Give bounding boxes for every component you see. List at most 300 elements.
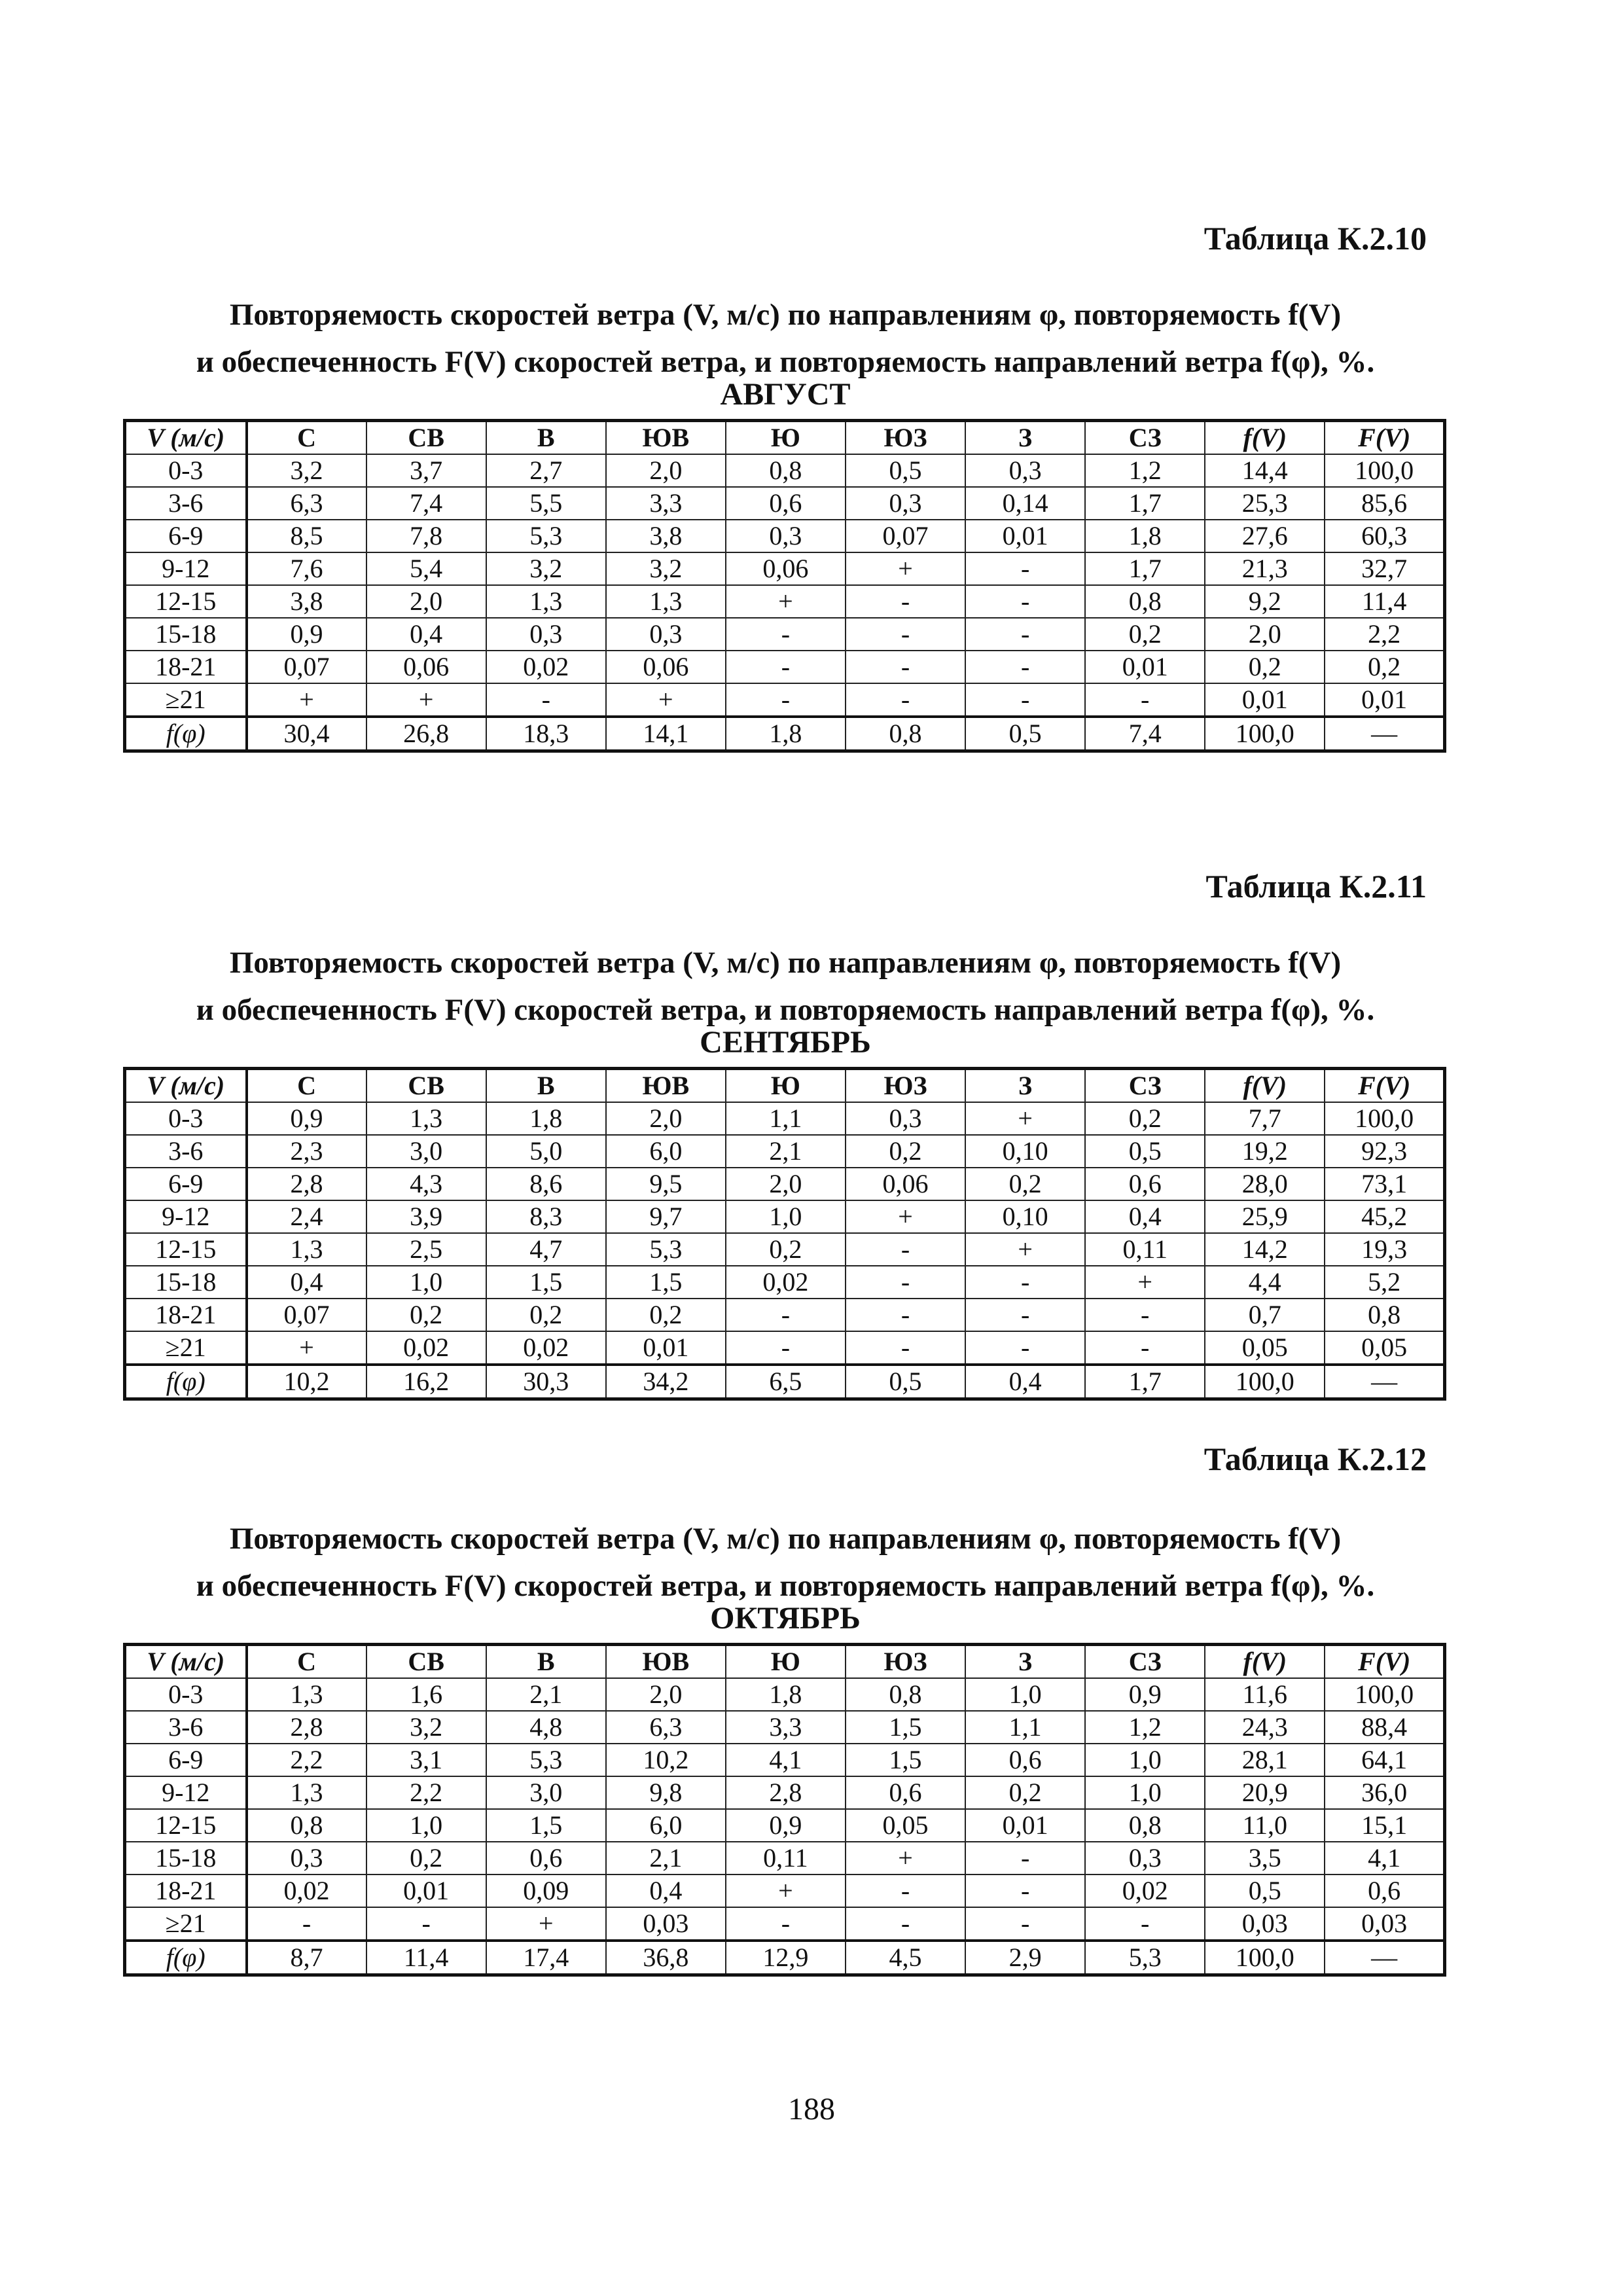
table-cell: 4,1 [726, 1744, 846, 1776]
table-cell: 14,4 [1205, 454, 1325, 487]
table-cell: 0,2 [606, 1299, 726, 1331]
table-row [125, 1907, 1445, 1941]
table-cell: - [726, 1331, 846, 1365]
table-cell: 16,2 [366, 1365, 486, 1399]
table-cell: 6,3 [606, 1711, 726, 1744]
table-cell: 2,0 [726, 1168, 846, 1200]
table-cell: - [846, 651, 965, 683]
table-cell: 0,01 [1325, 683, 1444, 717]
table-cell: 0,8 [1085, 1809, 1205, 1842]
table-cell: 7,7 [1205, 1102, 1325, 1135]
table-cell: 0,9 [247, 618, 366, 651]
table-cell: - [486, 683, 606, 717]
table-cell: 30,3 [486, 1365, 606, 1399]
table-cell: - [965, 683, 1085, 717]
table-cell: - [846, 1331, 965, 1365]
table-cell: + [846, 1200, 965, 1233]
table-cell: 88,4 [1325, 1711, 1444, 1744]
table-cell: + [606, 683, 726, 717]
table-cell: 0,4 [965, 1365, 1085, 1399]
row-label: 9-12 [125, 1200, 247, 1233]
table-cell: 5,2 [1325, 1266, 1444, 1299]
table-row [125, 1266, 1445, 1299]
table-cell: 0,02 [247, 1874, 366, 1907]
table-cell: 0,5 [846, 454, 965, 487]
table-cell: 1,0 [366, 1809, 486, 1842]
row-label: f(φ) [125, 1941, 247, 1975]
table-cell: 1,0 [1085, 1776, 1205, 1809]
table-cell: 14,2 [1205, 1233, 1325, 1266]
table-cell: 11,0 [1205, 1809, 1325, 1842]
table-cell: 0,03 [1205, 1907, 1325, 1941]
table-cell: 0,05 [1205, 1331, 1325, 1365]
month-title: СЕНТЯБРЬ [700, 1025, 871, 1060]
row-label: 15-18 [125, 1842, 247, 1874]
table-cell: 1,3 [366, 1102, 486, 1135]
row-label: 12-15 [125, 585, 247, 618]
table-cell: 2,7 [486, 454, 606, 487]
column-header: С [247, 1069, 366, 1103]
row-label: 6-9 [125, 1168, 247, 1200]
header-row [125, 421, 1445, 455]
table-cell: 8,3 [486, 1200, 606, 1233]
table-cell: + [846, 552, 965, 585]
table-cell: + [846, 1842, 965, 1874]
table-cell: 2,9 [965, 1941, 1085, 1975]
table-row [125, 1809, 1445, 1842]
table-cell: 11,4 [366, 1941, 486, 1975]
table-row [125, 1135, 1445, 1168]
table-cell: 10,2 [247, 1365, 366, 1399]
row-label: 3-6 [125, 1711, 247, 1744]
table-cell: 0,2 [1085, 1102, 1205, 1135]
table-cell: 100,0 [1205, 1941, 1325, 1975]
table-cell: 4,7 [486, 1233, 606, 1266]
table-cell: 6,5 [726, 1365, 846, 1399]
table-cell: — [1325, 1941, 1444, 1975]
table-cell: 12,9 [726, 1941, 846, 1975]
table-cell: 0,5 [1205, 1874, 1325, 1907]
table-cell: 0,2 [486, 1299, 606, 1331]
table-cell: 1,0 [366, 1266, 486, 1299]
column-header: F(V) [1325, 1069, 1444, 1103]
table-cell: 0,9 [247, 1102, 366, 1135]
table-cell: 0,11 [726, 1842, 846, 1874]
table-cell: 4,8 [486, 1711, 606, 1744]
table-cell: 2,2 [366, 1776, 486, 1809]
table-cell: 25,3 [1205, 487, 1325, 520]
table-cell: 1,3 [486, 585, 606, 618]
table-cell: 30,4 [247, 717, 366, 751]
row-label: 9-12 [125, 552, 247, 585]
column-header: СВ [366, 421, 486, 455]
table-cell: 1,8 [726, 717, 846, 751]
table-cell: 0,3 [726, 520, 846, 552]
table-cell: 19,2 [1205, 1135, 1325, 1168]
table-cell: - [965, 618, 1085, 651]
table-cell: 18,3 [486, 717, 606, 751]
column-header: СЗ [1085, 1645, 1205, 1679]
table-cell: 27,6 [1205, 520, 1325, 552]
table-cell: 2,2 [1325, 618, 1444, 651]
caption-line: Повторяемость скоростей ветра (V, м/с) по направлениям φ, повторяемость f(V) [229, 1522, 1342, 1556]
table-cell: - [1085, 683, 1205, 717]
table-cell: - [1085, 1907, 1205, 1941]
table-cell: 6,0 [606, 1135, 726, 1168]
table-cell: 1,3 [247, 1776, 366, 1809]
table-cell: 2,2 [247, 1744, 366, 1776]
column-header: В [486, 1645, 606, 1679]
caption-line: и обеспеченность F(V) скоростей ветра, и повторяемость направлений ветра f(φ), %. [196, 993, 1375, 1027]
table-cell: 28,0 [1205, 1168, 1325, 1200]
table-cell: 60,3 [1325, 520, 1444, 552]
table-cell: - [726, 651, 846, 683]
table-cell: 0,3 [846, 487, 965, 520]
table-cell: 0,01 [366, 1874, 486, 1907]
table-cell: 73,1 [1325, 1168, 1444, 1200]
table-cell: 8,6 [486, 1168, 606, 1200]
table-cell: 100,0 [1205, 717, 1325, 751]
table-cell: 0,2 [1085, 618, 1205, 651]
table-cell: 5,3 [486, 1744, 606, 1776]
table-cell: 1,2 [1085, 1711, 1205, 1744]
table-cell: - [726, 618, 846, 651]
caption-line: Повторяемость скоростей ветра (V, м/с) по направлениям φ, повторяемость f(V) [229, 298, 1342, 332]
table-cell: 5,3 [1085, 1941, 1205, 1975]
table-cell: 34,2 [606, 1365, 726, 1399]
table-cell: 0,9 [1085, 1678, 1205, 1711]
column-header: f(V) [1205, 1069, 1325, 1103]
table-cell: 3,2 [247, 454, 366, 487]
month-title: ОКТЯБРЬ [710, 1601, 861, 1636]
table-row [125, 1874, 1445, 1907]
table-cell: 0,4 [247, 1266, 366, 1299]
row-label: 6-9 [125, 1744, 247, 1776]
table-cell: + [247, 1331, 366, 1365]
table-cell: 85,6 [1325, 487, 1444, 520]
table-cell: - [846, 683, 965, 717]
table-cell: 0,8 [846, 1678, 965, 1711]
header-row [125, 1645, 1445, 1679]
column-header: V (м/с) [125, 421, 247, 455]
row-label: 15-18 [125, 618, 247, 651]
table-cell: 0,6 [846, 1776, 965, 1809]
table-cell: 0,4 [366, 618, 486, 651]
table-cell: 0,06 [846, 1168, 965, 1200]
table-cell: 0,5 [965, 717, 1085, 751]
table-row [125, 651, 1445, 683]
table-cell: 2,8 [247, 1168, 366, 1200]
table-cell: 9,7 [606, 1200, 726, 1233]
table-cell: 21,3 [1205, 552, 1325, 585]
caption-line: и обеспеченность F(V) скоростей ветра, и повторяемость направлений ветра f(φ), %. [196, 345, 1375, 379]
table-cell: 24,3 [1205, 1711, 1325, 1744]
table-row [125, 683, 1445, 717]
table-cell: 0,2 [366, 1299, 486, 1331]
table-cell: 0,06 [606, 651, 726, 683]
table-cell: 9,2 [1205, 585, 1325, 618]
table-cell: 14,1 [606, 717, 726, 751]
table-cell: 0,4 [1085, 1200, 1205, 1233]
table-cell: 0,6 [1085, 1168, 1205, 1200]
table-cell: 2,0 [606, 1102, 726, 1135]
table-cell: 0,02 [366, 1331, 486, 1365]
column-header: СЗ [1085, 1069, 1205, 1103]
caption-line: и обеспеченность F(V) скоростей ветра, и повторяемость направлений ветра f(φ), %. [196, 1569, 1375, 1603]
table-cell: 26,8 [366, 717, 486, 751]
table-cell: 0,3 [606, 618, 726, 651]
table-row [125, 1331, 1445, 1365]
table-cell: 9,5 [606, 1168, 726, 1200]
header-row [125, 1069, 1445, 1103]
table-cell: 1,5 [846, 1744, 965, 1776]
column-header: СВ [366, 1069, 486, 1103]
row-label: ≥21 [125, 1331, 247, 1365]
table-cell: 0,8 [247, 1809, 366, 1842]
wind-table-october [123, 1643, 1446, 1977]
table-cell: 2,8 [247, 1711, 366, 1744]
caption-line: Повторяемость скоростей ветра (V, м/с) по направлениям φ, повторяемость f(V) [229, 946, 1342, 980]
table-cell: - [965, 585, 1085, 618]
table-cell: - [846, 1233, 965, 1266]
table-cell: 0,02 [486, 651, 606, 683]
table-cell: 1,0 [1085, 1744, 1205, 1776]
table-cell: 0,2 [846, 1135, 965, 1168]
table-cell: 100,0 [1325, 1102, 1444, 1135]
row-label: 0-3 [125, 1678, 247, 1711]
table-cell: - [1085, 1331, 1205, 1365]
table-cell: — [1325, 717, 1444, 751]
column-header: СВ [366, 1645, 486, 1679]
table-cell: - [965, 1331, 1085, 1365]
table-cell: - [846, 618, 965, 651]
table-cell: 0,6 [1325, 1874, 1444, 1907]
row-label: f(φ) [125, 717, 247, 751]
table-cell: 64,1 [1325, 1744, 1444, 1776]
table-cell: 0,11 [1085, 1233, 1205, 1266]
table-cell: 8,5 [247, 520, 366, 552]
column-header: З [965, 421, 1085, 455]
wind-table-august [123, 419, 1446, 753]
table-cell: 0,8 [846, 717, 965, 751]
table-cell: 5,5 [486, 487, 606, 520]
table-cell: 1,5 [846, 1711, 965, 1744]
column-header: ЮВ [606, 1645, 726, 1679]
table-cell: 100,0 [1205, 1365, 1325, 1399]
table-cell: 0,03 [606, 1907, 726, 1941]
table-cell: 0,10 [965, 1200, 1085, 1233]
table-cell: 0,2 [1325, 651, 1444, 683]
table-cell: 2,3 [247, 1135, 366, 1168]
column-header: В [486, 421, 606, 455]
table-cell: 0,8 [1325, 1299, 1444, 1331]
table-cell: - [965, 651, 1085, 683]
table-cell: 1,5 [486, 1266, 606, 1299]
table-cell: 0,6 [486, 1842, 606, 1874]
table-cell: - [726, 1907, 846, 1941]
table-cell: 3,2 [486, 552, 606, 585]
table-cell: 3,3 [726, 1711, 846, 1744]
table-number: Таблица К.2.12 [1204, 1441, 1427, 1477]
direction-frequency-row [125, 717, 1445, 751]
table-cell: 2,0 [606, 454, 726, 487]
column-header: СЗ [1085, 421, 1205, 455]
table-cell: - [366, 1907, 486, 1941]
direction-frequency-row [125, 1365, 1445, 1399]
table-row [125, 520, 1445, 552]
table-cell: 4,3 [366, 1168, 486, 1200]
table-cell: - [965, 1266, 1085, 1299]
column-header: ЮЗ [846, 1069, 965, 1103]
table-cell: + [247, 683, 366, 717]
table-row [125, 1678, 1445, 1711]
row-label: 12-15 [125, 1809, 247, 1842]
table-cell: 1,1 [965, 1711, 1085, 1744]
table-cell: 0,07 [247, 1299, 366, 1331]
table-cell: 0,2 [726, 1233, 846, 1266]
table-cell: 0,3 [247, 1842, 366, 1874]
table-cell: 1,3 [247, 1233, 366, 1266]
table-cell: 2,0 [1205, 618, 1325, 651]
row-label: 9-12 [125, 1776, 247, 1809]
table-cell: 0,09 [486, 1874, 606, 1907]
table-cell: 6,3 [247, 487, 366, 520]
column-header: ЮЗ [846, 1645, 965, 1679]
table-cell: 36,8 [606, 1941, 726, 1975]
table-cell: 3,1 [366, 1744, 486, 1776]
table-cell: + [1085, 1266, 1205, 1299]
table-cell: - [846, 1266, 965, 1299]
table-cell: — [1325, 1365, 1444, 1399]
table-cell: 5,4 [366, 552, 486, 585]
table-cell: 2,8 [726, 1776, 846, 1809]
wind-table-september [123, 1067, 1446, 1401]
table-row [125, 1776, 1445, 1809]
table-cell: 3,2 [606, 552, 726, 585]
table-cell: 0,01 [965, 1809, 1085, 1842]
table-cell: 1,1 [726, 1102, 846, 1135]
table-cell: 3,5 [1205, 1842, 1325, 1874]
table-cell: 1,8 [486, 1102, 606, 1135]
table-cell: 11,6 [1205, 1678, 1325, 1711]
table-row [125, 487, 1445, 520]
table-cell: 25,9 [1205, 1200, 1325, 1233]
table-cell: - [247, 1907, 366, 1941]
table-cell: 0,8 [1085, 585, 1205, 618]
table-cell: 0,01 [606, 1331, 726, 1365]
column-header: ЮВ [606, 421, 726, 455]
table-cell: 0,7 [1205, 1299, 1325, 1331]
table-cell: 1,0 [965, 1678, 1085, 1711]
table-cell: 9,8 [606, 1776, 726, 1809]
table-cell: 2,0 [366, 585, 486, 618]
table-cell: 0,07 [846, 520, 965, 552]
table-cell: 1,3 [247, 1678, 366, 1711]
table-cell: 32,7 [1325, 552, 1444, 585]
table-cell: 3,3 [606, 487, 726, 520]
table-cell: 3,8 [606, 520, 726, 552]
table-cell: 0,8 [726, 454, 846, 487]
table-cell: 2,1 [606, 1842, 726, 1874]
table-cell: 28,1 [1205, 1744, 1325, 1776]
column-header: С [247, 421, 366, 455]
table-cell: 1,2 [1085, 454, 1205, 487]
column-header: Ю [726, 1069, 846, 1103]
table-cell: - [846, 1874, 965, 1907]
table-cell: 19,3 [1325, 1233, 1444, 1266]
table-cell: 0,01 [965, 520, 1085, 552]
table-cell: 0,02 [486, 1331, 606, 1365]
table-cell: - [1085, 1299, 1205, 1331]
row-label: 3-6 [125, 487, 247, 520]
table-cell: 1,7 [1085, 487, 1205, 520]
month-title: АВГУСТ [720, 377, 851, 412]
row-label: f(φ) [125, 1365, 247, 1399]
table-cell: 11,4 [1325, 585, 1444, 618]
table-cell: 0,10 [965, 1135, 1085, 1168]
table-cell: 100,0 [1325, 1678, 1444, 1711]
table-cell: 1,7 [1085, 552, 1205, 585]
table-cell: 0,01 [1205, 683, 1325, 717]
table-cell: 2,5 [366, 1233, 486, 1266]
table-cell: 0,3 [486, 618, 606, 651]
table-cell: - [965, 1907, 1085, 1941]
table-cell: 5,0 [486, 1135, 606, 1168]
column-header: F(V) [1325, 421, 1444, 455]
table-cell: + [965, 1233, 1085, 1266]
table-cell: 92,3 [1325, 1135, 1444, 1168]
table-cell: - [965, 1299, 1085, 1331]
table-cell: 6,0 [606, 1809, 726, 1842]
table-cell: 1,8 [1085, 520, 1205, 552]
table-cell: 3,9 [366, 1200, 486, 1233]
table-cell: 0,6 [965, 1744, 1085, 1776]
table-cell: 17,4 [486, 1941, 606, 1975]
table-cell: - [726, 683, 846, 717]
table-cell: 1,5 [606, 1266, 726, 1299]
table-cell: - [965, 1842, 1085, 1874]
direction-frequency-row [125, 1941, 1445, 1975]
table-cell: 0,03 [1325, 1907, 1444, 1941]
table-cell: 1,0 [726, 1200, 846, 1233]
row-label: ≥21 [125, 1907, 247, 1941]
table-cell: 5,3 [486, 520, 606, 552]
table-cell: 2,1 [726, 1135, 846, 1168]
table-cell: 0,01 [1085, 651, 1205, 683]
table-number: Таблица К.2.11 [1205, 868, 1427, 905]
table-cell: 7,4 [366, 487, 486, 520]
table-row [125, 1168, 1445, 1200]
row-label: 18-21 [125, 1874, 247, 1907]
table-number: Таблица К.2.10 [1204, 220, 1427, 257]
table-cell: 15,1 [1325, 1809, 1444, 1842]
table-cell: - [846, 1907, 965, 1941]
table-row [125, 1744, 1445, 1776]
table-cell: 0,6 [726, 487, 846, 520]
table-caption [118, 1515, 1453, 1609]
table-cell: 2,4 [247, 1200, 366, 1233]
column-header: F(V) [1325, 1645, 1444, 1679]
column-header: Ю [726, 421, 846, 455]
page-number: 188 [788, 2092, 835, 2126]
table-cell: 0,2 [965, 1168, 1085, 1200]
table-cell: 3,0 [486, 1776, 606, 1809]
table-row [125, 454, 1445, 487]
row-label: ≥21 [125, 683, 247, 717]
table-cell: 0,06 [366, 651, 486, 683]
table-cell: 0,05 [1325, 1331, 1444, 1365]
table-row [125, 1842, 1445, 1874]
